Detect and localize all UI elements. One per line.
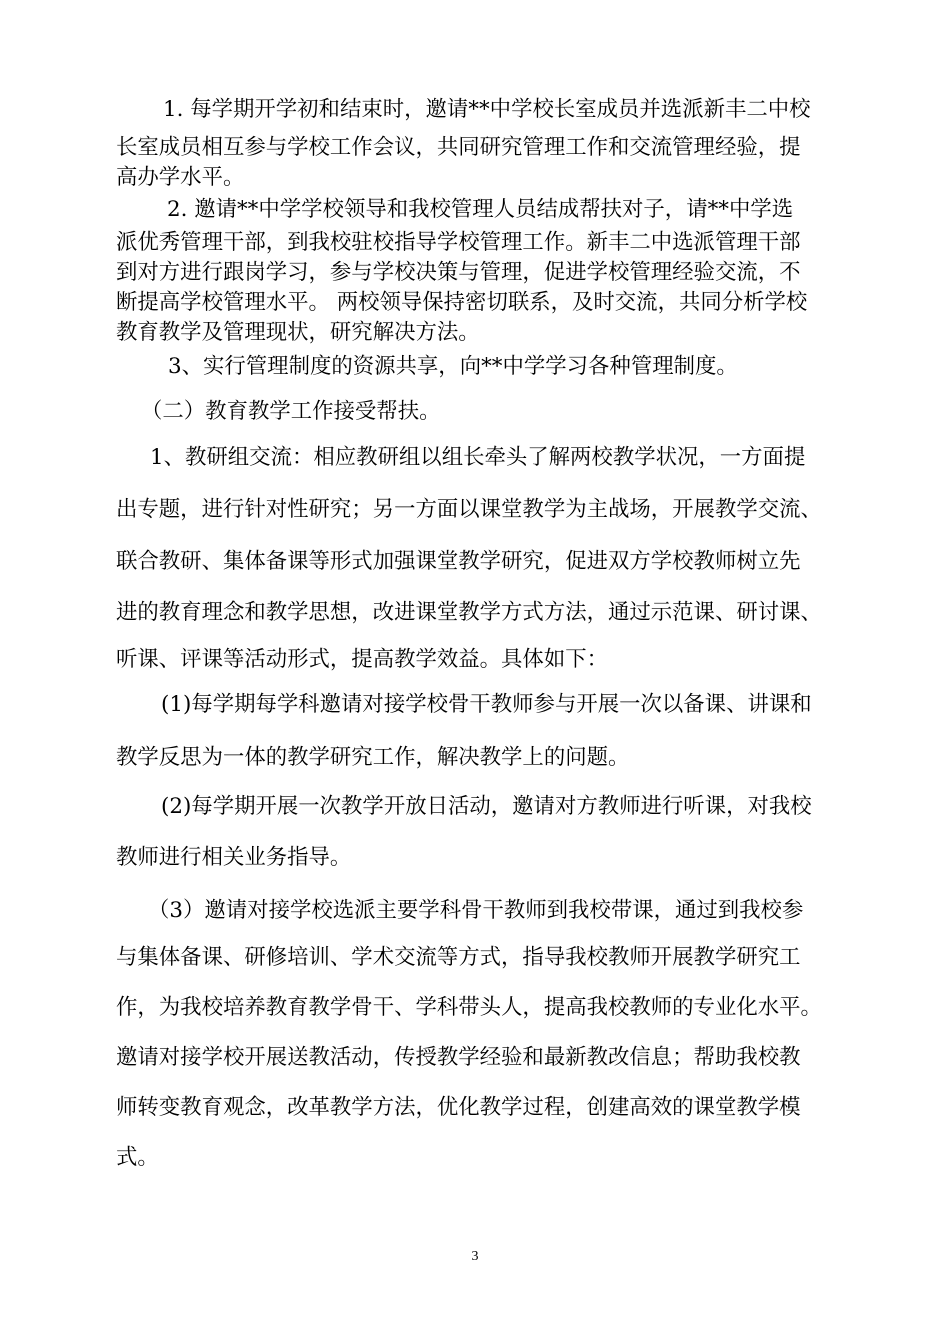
text-line: 教师进行相关业务指导。 — [116, 845, 352, 870]
text-line: 师转变教育观念，改革教学方法，优化教学过程，创建高效的课堂教学模 — [116, 1095, 801, 1120]
text-line: 教学反思为一体的教学研究工作，解决教学上的问题。 — [116, 745, 630, 770]
text-line: 邀请对接学校开展送教活动，传授教学经验和最新教改信息；帮助我校教 — [116, 1045, 801, 1070]
text-line: 派优秀管理干部，到我校驻校指导学校管理工作。新丰二中选派管理干部 — [116, 230, 801, 255]
text-line: 3、实行管理制度的资源共享，向**中学学习各种管理制度。 — [168, 354, 738, 379]
text-line: 教育教学及管理现状，研究解决方法。 — [116, 320, 480, 345]
text-line: 1. 每学期开学初和结束时，邀请**中学校长室成员并选派新丰二中校 — [163, 97, 811, 122]
text-line: 1、教研组交流：相应教研组以组长牵头了解两校教学状况，一方面提 — [150, 445, 806, 470]
text-line: 式。 — [116, 1145, 159, 1170]
text-line: 作，为我校培养教育教学骨干、学科带头人，提高我校教师的专业化水平。 — [116, 995, 822, 1020]
text-line: 联合教研、集体备课等形式加强课堂教学研究，促进双方学校教师树立先 — [116, 549, 801, 574]
page-number: 3 — [471, 1249, 479, 1264]
text-line: (1)每学期每学科邀请对接学校骨干教师参与开展一次以备课、讲课和 — [161, 692, 812, 717]
text-line: 断提高学校管理水平。 两校领导保持密切联系，及时交流，共同分析学校 — [116, 290, 808, 315]
text-line: 出专题，进行针对性研究；另一方面以课堂教学为主战场，开展教学交流、 — [116, 497, 822, 522]
section-heading: （二）教育教学工作接受帮扶。 — [141, 399, 441, 424]
text-line: 长室成员相互参与学校工作会议，共同研究管理工作和交流管理经验，提 — [116, 135, 801, 160]
text-line: 进的教育理念和教学思想，改进课堂教学方式方法，通过示范课、研讨课、 — [116, 600, 822, 625]
text-line: （3）邀请对接学校选派主要学科骨干教师到我校带课，通过到我校参 — [148, 898, 804, 923]
text-line: (2)每学期开展一次教学开放日活动，邀请对方教师进行听课，对我校 — [161, 794, 812, 819]
text-line: 听课、评课等活动形式，提高教学效益。具体如下： — [116, 647, 608, 672]
text-line: 2. 邀请**中学学校领导和我校管理人员结成帮扶对子，请**中学选 — [167, 197, 794, 222]
text-line: 与集体备课、研修培训、学术交流等方式，指导我校教师开展教学研究工 — [116, 945, 801, 970]
text-line: 到对方进行跟岗学习，参与学校决策与管理，促进学校管理经验交流，不 — [116, 260, 801, 285]
text-line: 高办学水平。 — [116, 165, 245, 190]
